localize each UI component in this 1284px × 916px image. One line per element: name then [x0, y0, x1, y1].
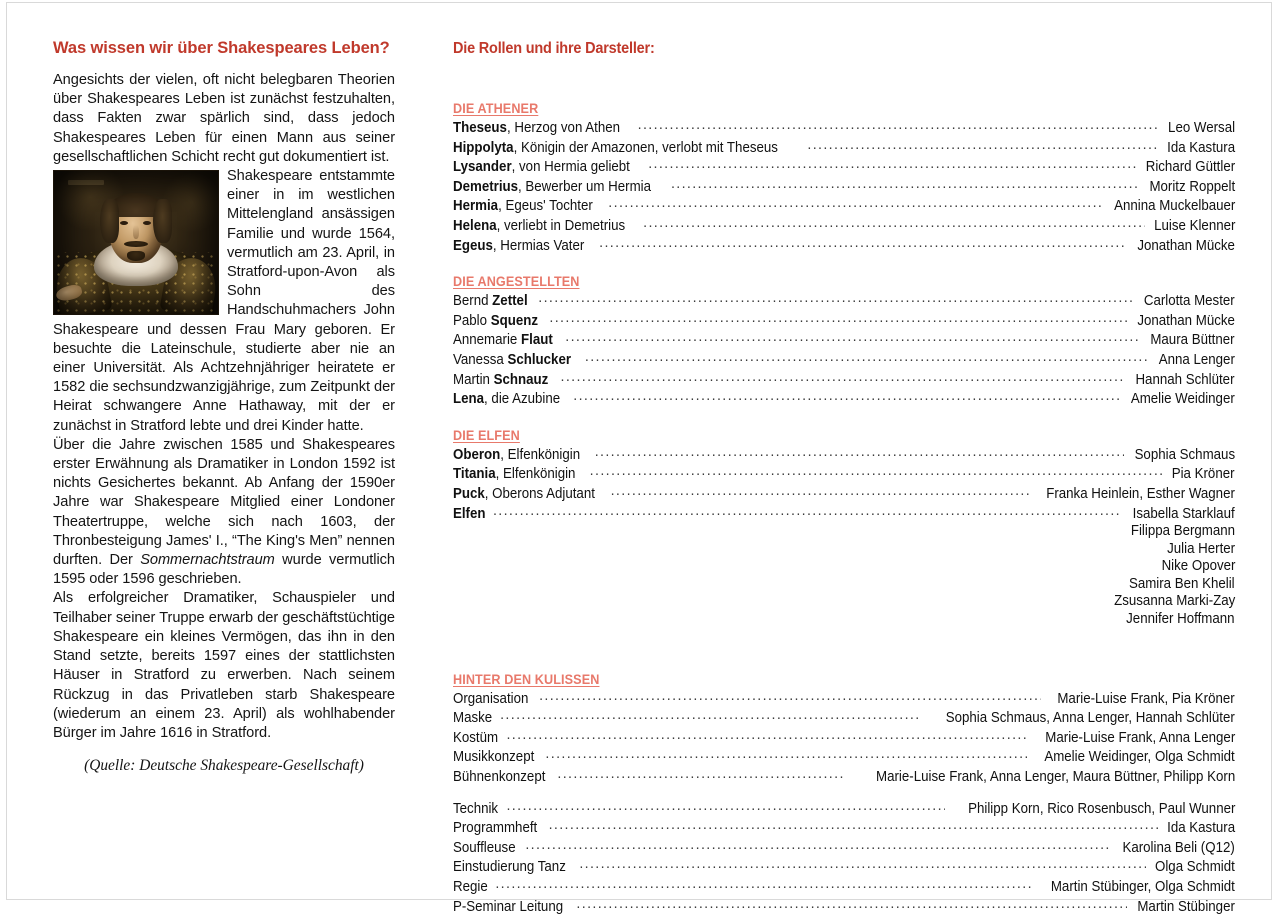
cast-role-prefix: Musikkonzept	[453, 749, 535, 766]
cast-extra-actor-name: Zsusanna Marki-Zay	[1113, 593, 1235, 610]
cast-role	[453, 486, 595, 504]
leader-dots	[643, 216, 1144, 230]
cast-row	[453, 118, 1235, 138]
cast-role-description: , Egeus' Tochter	[498, 198, 593, 215]
cast-role-prefix: Souffleuse	[453, 839, 516, 856]
cast-role	[453, 730, 498, 748]
cast-role	[453, 140, 778, 158]
cast-extra-actor	[453, 558, 1235, 576]
cast-role-description: , Bewerber um Hermia	[518, 178, 652, 195]
cast-role	[453, 293, 528, 311]
cast-role-name: Schnauz	[493, 371, 549, 388]
portrait-mustache	[124, 241, 148, 247]
cast-role	[453, 218, 625, 236]
leader-dots	[493, 504, 1122, 518]
cast-role-name: Demetrius	[453, 178, 519, 195]
cast-role	[453, 820, 537, 838]
cast-role	[453, 840, 516, 858]
cast-role	[453, 391, 560, 409]
cast-role-name: Egeus	[453, 237, 493, 254]
paragraph-4: Als erfolgreicher Dramatiker, Schauspieler und Teilhaber seiner Truppe erwarb der geschäftstüchtige Shakespeare ein kleines Vermögen, das ihn in den Stand setzte, bereits 1597 eines der stattlichsten Häuser in Stratford zu erwerben. Nach seinem Rückzug in das Privatleben starb Shakespeare (wiederum an einem 23. April) als wohlhabender Bürger im Jahre 1616 in Stratford.	[53, 590, 395, 741]
cast-actor: Moritz Roppelt	[1149, 178, 1235, 195]
cast-actor: Martin Stübinger, Olga Schmidt	[1050, 879, 1235, 895]
cast-role-prefix: Regie	[453, 879, 488, 895]
cast-role-description: , Elfenkönigin	[500, 446, 581, 463]
cast-role-name: Elfen	[453, 505, 486, 522]
cast-role-name: Zettel	[492, 293, 528, 310]
cast-role-prefix: Technik	[453, 800, 499, 817]
cast-row	[453, 177, 1235, 197]
leader-dots	[573, 389, 1120, 403]
cast-extra-actor	[453, 611, 1235, 629]
leader-dots	[561, 370, 1126, 384]
cast-role	[453, 691, 528, 709]
cast-actor: Ida Kastura	[1166, 820, 1235, 837]
cast-role-name: Puck	[453, 485, 485, 502]
paragraph-2-with-portrait	[53, 167, 395, 436]
cast-role-prefix: Martin	[453, 371, 494, 388]
paragraph-2: Shakespeare entstammte einer in im westlichen Mittelengland ansässigen Familie und wurde 1564, vermutlich am 23. April, in Stratford-upon-Avon als Sohn des Handschuhmachers John Shakespeare und dessen Frau Mary geboren. Er besuchte die Lateinschule, studierte aber nie an einer Universität. Als Achtzehnjähriger heiratete er 1582 die sechsundzwanzigjährige, zum Zeitpunkt der Heirat schwangere Anne Hathaway, mit der er zunächst in Stratford lebte und drei Kinder hatte.	[53, 168, 395, 434]
leader-dots	[525, 838, 1111, 852]
cast-row	[453, 747, 1235, 767]
cast-role	[453, 859, 566, 877]
cast-actor: Hannah Schlüter	[1135, 371, 1235, 388]
cast-actor: Jonathan Mücke	[1137, 312, 1235, 329]
leader-dots	[599, 236, 1127, 250]
page-title: Was wissen wir über Shakespeares Leben?	[53, 39, 390, 57]
leader-dots	[638, 118, 1160, 132]
cast-row	[453, 389, 1235, 409]
portrait-hair-left	[100, 199, 119, 243]
cast-actor: Sophia Schmaus	[1134, 446, 1235, 463]
cast-role-name: Schlucker	[507, 351, 572, 368]
leader-dots	[549, 818, 1159, 832]
cast-actor: Ida Kastura	[1166, 139, 1235, 156]
cast-role	[453, 769, 545, 787]
cast-role-prefix: Vanessa	[453, 351, 508, 368]
paragraph-3-part-a: Über die Jahre zwischen 1585 und Shakespeares erster Erwähnung als Dramatiker in London 1592 ist nichts Gesichertes bekannt. Ab Anfang der 1590er Jahre war Shakespeare Mitglied einer Londoner Theatertruppe, welche sich nach 1603, der Thronbesteigung James' I., “The King's Men” nennen durften. Der	[53, 436, 395, 569]
cast-row	[453, 708, 1235, 728]
cast-role	[453, 332, 553, 350]
cast-row	[453, 689, 1235, 709]
leader-dots	[648, 157, 1136, 171]
cast-actor: Richard Güttler	[1145, 159, 1235, 176]
cast-row-list	[453, 689, 1235, 787]
cast-extra-actor	[453, 541, 1235, 559]
cast-role-description: , Hermias Vater	[492, 237, 585, 254]
source-citation: (Quelle: Deutsche Shakespeare-Gesellschaft)	[84, 757, 364, 775]
document-page	[6, 2, 1272, 915]
leader-dots	[557, 767, 845, 781]
cast-row	[453, 216, 1235, 236]
portrait-nose	[133, 225, 139, 239]
leader-dots	[807, 138, 1158, 152]
cast-sections	[453, 100, 1235, 916]
cast-role-prefix: Maske	[453, 710, 493, 727]
cast-section	[453, 273, 1235, 409]
cast-role-description: , von Hermia geliebt	[511, 159, 630, 176]
cast-row-list	[453, 118, 1235, 255]
cast-row	[453, 857, 1235, 877]
cast-extra-actor-name: Nike Opover	[1161, 558, 1235, 575]
cast-role-description: , verliebt in Demetrius	[496, 217, 626, 234]
cast-actor: Amelie Weidinger	[1131, 391, 1235, 408]
cast-actor: Marie-Luise Frank, Pia Kröner	[1057, 690, 1235, 707]
cast-role	[453, 506, 486, 524]
cast-row-list	[453, 445, 1235, 523]
cast-role-name: Flaut	[521, 332, 553, 349]
portrait-inscription	[68, 180, 104, 185]
cast-list-title: Die Rollen und ihre Darsteller:	[453, 40, 655, 57]
leader-dots	[579, 857, 1146, 871]
cast-section	[453, 799, 1235, 916]
cast-actor: Annina Muckelbauer	[1113, 198, 1235, 215]
cast-row-list	[453, 291, 1235, 409]
cast-role-prefix: Annemarie	[453, 332, 522, 349]
paragraph-3-part-b: wurde vermutlich 1595 oder 1596 geschrieben.	[53, 552, 395, 588]
cast-role	[453, 120, 620, 138]
cast-role-name: Helena	[453, 217, 497, 234]
cast-role	[453, 899, 563, 916]
cast-actor: Jonathan Mücke	[1137, 237, 1235, 254]
cast-row	[453, 370, 1235, 390]
cast-row	[453, 799, 1235, 819]
cast-section-heading: DIE ATHENER	[453, 101, 539, 116]
cast-actor: Anna Lenger	[1158, 351, 1235, 368]
cast-role-prefix: Organisation	[453, 690, 529, 707]
cast-role	[453, 198, 593, 216]
cast-extra-actor	[453, 576, 1235, 594]
cast-section	[453, 427, 1235, 629]
cast-row	[453, 196, 1235, 216]
leader-dots	[506, 728, 1027, 742]
cast-row-list	[453, 799, 1235, 916]
cast-row	[453, 464, 1235, 484]
cast-role	[453, 159, 630, 177]
cast-row	[453, 157, 1235, 177]
cast-section	[453, 671, 1235, 787]
cast-role-name: Lysander	[453, 159, 512, 176]
cast-actor: Carlotta Mester	[1144, 293, 1235, 310]
shakespeare-portrait-image	[53, 170, 219, 315]
cast-role	[453, 313, 538, 331]
leader-dots	[576, 897, 1127, 911]
cast-row	[453, 311, 1235, 331]
cast-role-prefix: Programmheft	[453, 820, 538, 837]
cast-role-prefix: P-Seminar Leitung	[453, 898, 564, 915]
cast-row	[453, 504, 1235, 524]
left-article-column	[53, 38, 395, 776]
cast-role-prefix: Pablo	[453, 312, 491, 329]
cast-role	[453, 879, 488, 897]
cast-extra-actor-name: Filippa Bergmann	[1130, 523, 1235, 540]
cast-role	[453, 238, 584, 256]
cast-row	[453, 236, 1235, 256]
title-spacer	[453, 58, 1235, 100]
cast-actor: Leo Wersal	[1167, 120, 1235, 136]
section-spacer	[453, 409, 1235, 427]
cast-actor: Marie-Luise Frank, Anna Lenger	[1045, 729, 1235, 746]
cast-role-description: , Königin der Amazonen, verlobt mit Theseus	[513, 139, 778, 156]
cast-role-description: , die Azubine	[484, 391, 561, 408]
cast-role	[453, 447, 580, 465]
leader-dots	[545, 747, 1027, 761]
cast-actor: Sophia Schmaus, Anna Lenger, Hannah Schlüter	[945, 710, 1235, 727]
portrait-hair-right	[153, 199, 172, 243]
cast-role	[453, 352, 571, 370]
cast-role	[453, 801, 498, 819]
cast-extra-actor-name: Jennifer Hoffmann	[1126, 611, 1235, 628]
cast-role-description: , Oberons Adjutant	[484, 485, 595, 502]
cast-role	[453, 749, 534, 767]
leader-dots	[538, 291, 1134, 305]
cast-role-prefix: Einstudierung Tanz	[453, 859, 566, 876]
cast-row	[453, 767, 1235, 787]
cast-actor: Maura Büttner	[1150, 332, 1235, 349]
cast-actor: Luise Klenner	[1153, 217, 1235, 234]
cast-row	[453, 877, 1235, 897]
cast-row	[453, 445, 1235, 465]
cast-role-name: Titania	[453, 466, 496, 483]
cast-role	[453, 710, 492, 728]
cast-section-heading: DIE ANGESTELLTEN	[453, 274, 580, 290]
cast-row	[453, 138, 1235, 158]
cast-role-name: Hermia	[453, 198, 499, 215]
leader-dots	[549, 311, 1127, 325]
section-spacer	[453, 629, 1235, 671]
cast-role-description: , Elfenkönigin	[495, 466, 576, 483]
cast-role-name: Theseus	[453, 120, 507, 136]
cast-actor: Pia Kröner	[1172, 466, 1235, 483]
portrait-eye-left	[120, 221, 128, 225]
cast-row	[453, 838, 1235, 858]
cast-role-name: Lena	[453, 391, 485, 408]
leader-dots	[585, 350, 1150, 364]
cast-role-prefix: Kostüm	[453, 729, 499, 746]
cast-section-heading: DIE ELFEN	[453, 427, 520, 443]
leader-dots	[500, 708, 921, 722]
cast-actor: Amelie Weidinger, Olga Schmidt	[1044, 749, 1235, 766]
leader-dots	[671, 177, 1140, 191]
paragraph-1: Angesichts der vielen, oft nicht belegbaren Theorien über Shakespeares Leben ist zunächst festzuhalten, dass Fakten zwar spärlich sind, dass jedoch Shakespeares Leben für einen Mann aus seiner gesellschaftlichen Schicht recht gut dokumentiert ist.	[53, 72, 395, 165]
leader-dots	[495, 877, 1034, 891]
leader-dots	[506, 799, 944, 813]
section-spacer	[453, 787, 1235, 799]
cast-role-name: Squenz	[490, 312, 538, 329]
cast-role-name: Oberon	[453, 446, 501, 463]
cast-row	[453, 350, 1235, 370]
paragraph-3	[53, 436, 395, 590]
right-cast-column	[453, 39, 1235, 916]
play-title-sommernachtstraum: Sommernachtstraum	[140, 552, 275, 569]
section-spacer	[453, 255, 1235, 273]
cast-row	[453, 484, 1235, 504]
portrait-eye-right	[143, 221, 151, 225]
portrait-beard	[127, 251, 145, 261]
cast-actor: Marie-Luise Frank, Anna Lenger, Maura Büttner, Philipp Korn	[875, 769, 1235, 786]
cast-row	[453, 728, 1235, 748]
cast-extra-actor-name: Julia Herter	[1167, 540, 1235, 557]
cast-role-prefix: Bühnenkonzept	[453, 769, 546, 786]
leader-dots	[611, 484, 1029, 498]
cast-row	[453, 897, 1235, 916]
cast-section	[453, 100, 1235, 255]
cast-role-description: , Herzog von Athen	[506, 120, 621, 136]
cast-role-name: Hippolyta	[453, 139, 514, 156]
cast-section-heading: HINTER DEN KULISSEN	[453, 671, 600, 687]
cast-actor: Olga Schmidt	[1155, 859, 1235, 876]
leader-dots	[590, 464, 1165, 478]
cast-extra-actor	[453, 593, 1235, 611]
leader-dots	[595, 445, 1124, 459]
leader-dots	[608, 196, 1101, 210]
cast-role	[453, 372, 548, 390]
cast-extra-actor-name: Samira Ben Khelil	[1129, 575, 1235, 592]
leader-dots	[539, 689, 1041, 703]
cast-actor: Franka Heinlein, Esther Wagner	[1046, 485, 1235, 502]
cast-row	[453, 330, 1235, 350]
cast-row	[453, 291, 1235, 311]
cast-actor: Philipp Korn, Rico Rosenbusch, Paul Wunner	[967, 800, 1235, 817]
cast-role-prefix: Bernd	[453, 293, 493, 310]
cast-row	[453, 818, 1235, 838]
cast-actor: Martin Stübinger	[1137, 898, 1235, 915]
cast-actor: Karolina Beli (Q12)	[1122, 839, 1235, 856]
cast-actor: Isabella Starklauf	[1133, 505, 1235, 522]
cast-extra-actor	[453, 523, 1235, 541]
cast-role	[453, 466, 575, 484]
cast-role	[453, 179, 651, 197]
leader-dots	[565, 330, 1141, 344]
